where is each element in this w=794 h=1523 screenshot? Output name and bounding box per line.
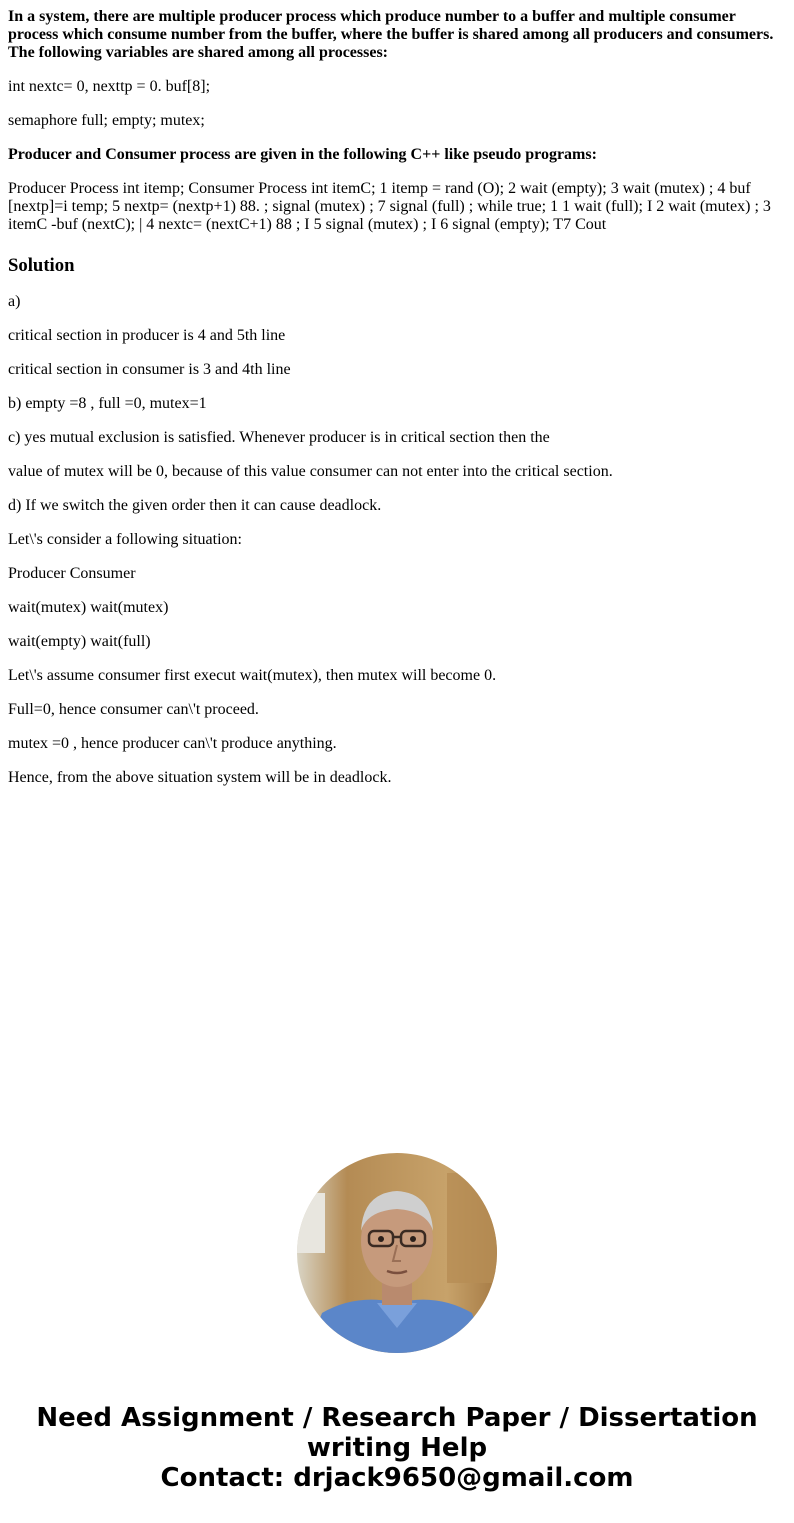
solution-line: Let\'s consider a following situation: <box>8 531 242 548</box>
pseudo-program-text: Producer Process int itemp; Consumer Process int itemC; 1 itemp = rand (O); 2 wait (empty); 3 wait (mutex) ; 4 buf [nextp]=i temp; 5 nextp= (nextp+1) 88. ; signal (mutex) ; 7 signal (full) ; while true; 1 1 wait (full); I 2 wait (mutex) ; 3 itemC -buf (nextC); | 4 nextc= (nextC+1) 88 ; I 5 signal (mutex) ; I 6 signal (empty); T7 Cout <box>8 180 771 233</box>
promo-line-2: writing Help <box>306 1433 488 1463</box>
solution-line: wait(empty) wait(full) <box>8 633 151 650</box>
solution-line: Hence, from the above situation system will be in deadlock. <box>8 769 392 786</box>
given-programs-heading: Producer and Consumer process are given in the following C++ like pseudo programs: <box>8 146 597 163</box>
solution-line: critical section in producer is 4 and 5th line <box>8 327 286 344</box>
solution-heading: Solution <box>8 255 75 276</box>
solution-line: Producer Consumer <box>8 565 136 582</box>
semaphores-line: semaphore full; empty; mutex; <box>8 112 205 129</box>
author-portrait-illustration <box>297 1153 497 1353</box>
solution-line: Full=0, hence consumer can\'t proceed. <box>8 701 259 718</box>
solution-line: value of mutex will be 0, because of this value consumer can not enter into the critical section. <box>8 463 613 480</box>
document-body <box>8 8 786 803</box>
solution-line: Let\'s assume consumer first execut wait(mutex), then mutex will become 0. <box>8 667 497 684</box>
shared-variables-line: int nextc= 0, nexttp = 0. buf[8]; <box>8 78 211 95</box>
solution-line: wait(mutex) wait(mutex) <box>8 599 169 616</box>
solution-line: b) empty =8 , full =0, mutex=1 <box>8 395 207 412</box>
solution-line: c) yes mutual exclusion is satisfied. Whenever producer is in critical section then the <box>8 429 550 446</box>
solution-line: critical section in consumer is 3 and 4th line <box>8 361 291 378</box>
solution-line: a) <box>8 293 21 310</box>
solution-line: d) If we switch the given order then it can cause deadlock. <box>8 497 382 514</box>
promo-line-1: Need Assignment / Research Paper / Dissertation <box>36 1403 758 1433</box>
solution-line: mutex =0 , hence producer can\'t produce anything. <box>8 735 337 752</box>
promo-footer <box>0 1403 794 1493</box>
promo-contact-line: Contact: drjack9650@gmail.com <box>160 1463 634 1493</box>
question-intro: In a system, there are multiple producer process which produce number to a buffer and multiple consumer process which consume number from the buffer, where the buffer is shared among all producers and consumers. The following variables are shared among all processes: <box>8 8 774 61</box>
author-avatar <box>297 1153 497 1353</box>
